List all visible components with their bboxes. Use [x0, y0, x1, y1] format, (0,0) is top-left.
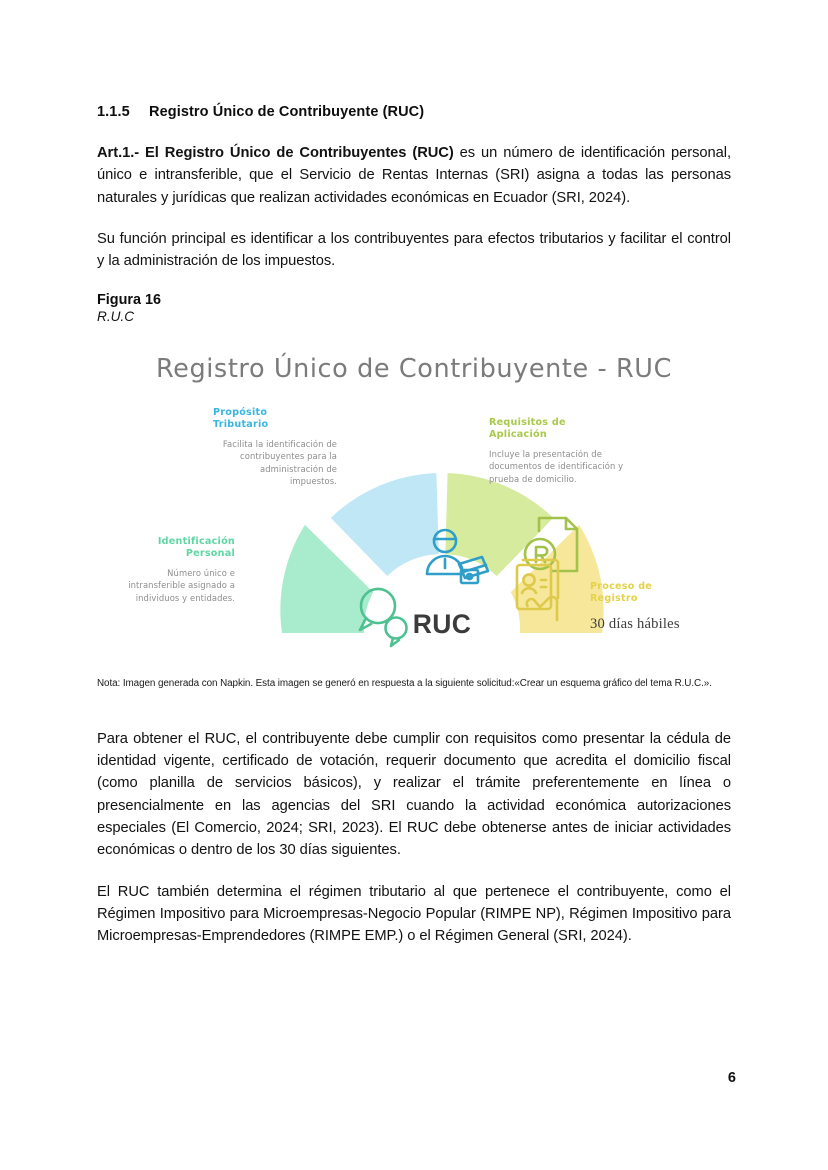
callout-requisitos [489, 417, 629, 485]
paragraph-obtener: Para obtener el RUC, el contribuyente debe cumplir con requisitos como presentar la cédula de identidad vigente, certificado de votación, requerir documento que acredita el domicilio fiscal (como planilla de servicios básicos), y realizar el trámite preferentemente en línea o presencialmente en las agencias del SRI cuando la actividad económica autorizaciones especiales (El Comercio, 2024; SRI, 2023). El RUC debe obtenerse antes de iniciar actividades económicas o dentro de los 30 días siguientes. [97, 730, 731, 859]
callout-proposito-title: Propósito Tributario [213, 406, 269, 430]
page-number: 6 [727, 1070, 736, 1086]
section-title: Registro Único de Contribuyente (RUC) [149, 104, 425, 120]
diagram-title: Registro Único de Contribuyente - RUC [156, 353, 672, 384]
callout-proceso-title: Proceso de Registro [590, 580, 653, 604]
callout-identificacion-desc: Número único e intransferible asignado a individuos y entidades. [128, 568, 235, 603]
art1-bold-lead: Art.1.- El Registro Único de Contribuyentes (RUC) [97, 145, 454, 161]
paragraph-art1 [97, 142, 731, 209]
section-number: 1.1.5 [97, 104, 130, 120]
callout-proceso-days: 30 días hábiles [590, 616, 680, 633]
page-content [97, 104, 731, 948]
figure-title: R.U.C [97, 308, 135, 324]
figure-note: Nota: Imagen generada con Napkin. Esta imagen se generó en respuesta a la siguiente solicitud:«Crear un esquema gráfico del tema R.U.C.». [97, 677, 712, 689]
callout-requisitos-desc: Incluye la presentación de documentos de identificación y prueba de domicilio. [489, 449, 624, 484]
callout-proposito [213, 407, 337, 487]
arc-segment-proposito [331, 473, 439, 576]
callout-identificacion [117, 536, 235, 604]
callout-proposito-desc: Facilita la identificación de contribuyentes para la administración de impuestos. [222, 439, 337, 486]
figure-label: Figura 16 [97, 291, 161, 308]
paragraph-funcion: Su función principal es identificar a los contribuyentes para efectos tributarios y facilitar el control y la administración de los impuestos. [97, 231, 731, 270]
section-heading [97, 104, 731, 120]
art1-rest: es un número de identificación personal, único e intransferible, que el Servicio de Rentas Internas (SRI) asigna a todas las personas naturales y jurídicas que realizan actividades económicas en Ecuador (SRI, 2024). [97, 145, 731, 206]
diagram-center-label: RUC [412, 608, 472, 639]
paragraph-regimen: El RUC también determina el régimen tributario al que pertenece el contribuyente, como el Régimen Impositivo para Microempresas-Negocio Popular (RIMPE NP), Régimen Impositivo para Microempresas-Emprendedores (RIMPE EMP.) o el Régimen General (SRI, 2024). [97, 883, 731, 945]
callout-proceso [590, 581, 735, 634]
figure-ruc-diagram [97, 328, 731, 668]
callout-identificacion-title: Identificación Personal [157, 535, 235, 559]
callout-requisitos-title: Requisitos de Aplicación [489, 416, 566, 440]
